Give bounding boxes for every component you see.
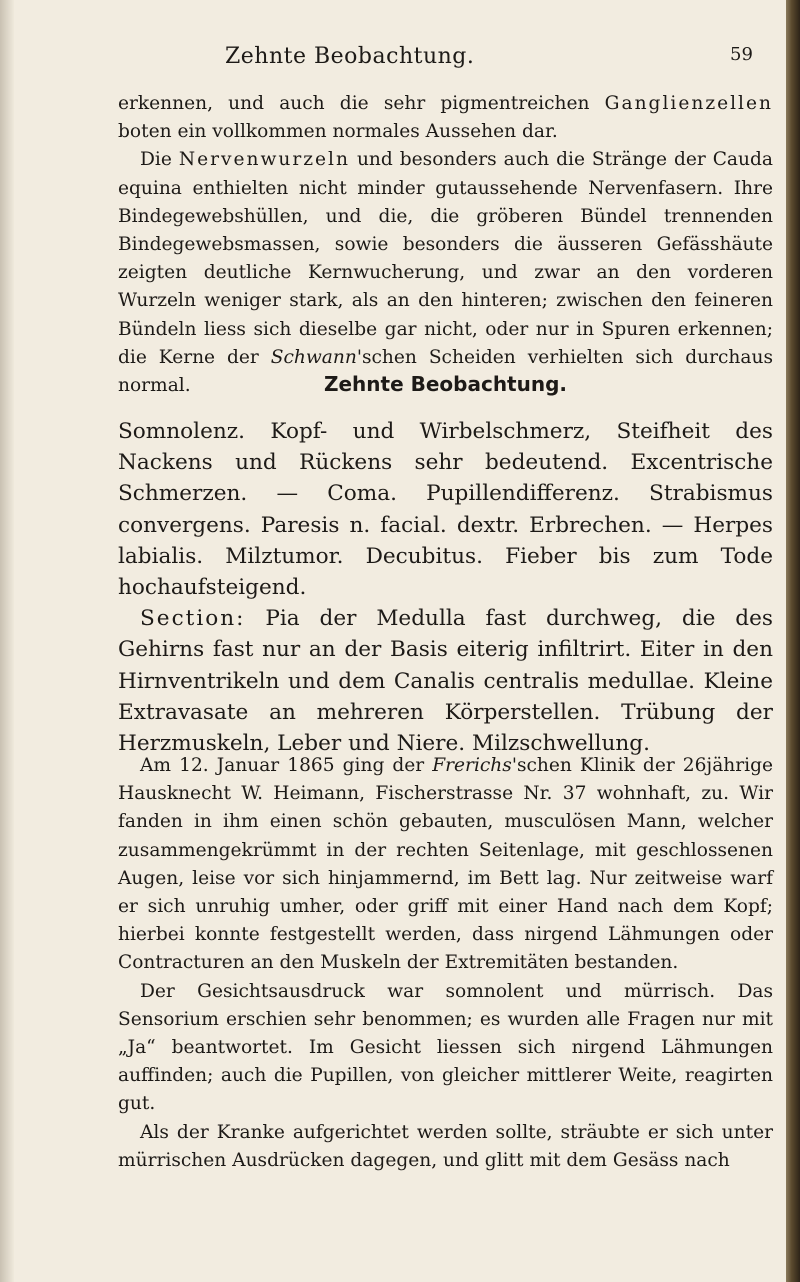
intro-paragraph-2: Die Nervenwurzeln und besonders auch die Stränge der Cauda equina enthielten nicht minder gutaussehende Nervenfasern. Ihre Bindegewebshüllen, und die, die gröberen Bündel trennenden Bindegewebsmassen, sowie besonders die äusseren Gefässhäute zeigten deutliche Kernwucherung, und zwar an den vorderen Wurzeln weniger stark, als an den hinteren; zwischen den feineren Bündeln liess sich dieselbe gar nicht, oder nur in Spuren erkennen; die Kerne der Schwann'schen Scheiden verhielten sich durchaus normal. — [118, 149, 773, 397]
section-heading: Zehnte Beobachtung. — [323, 372, 568, 396]
page-edge — [786, 0, 800, 1282]
body-paragraph-3: Als der Kranke aufgerichtet werden sollte, sträubte er sich unter mürrischen Ausdrücken dagegen, und glitt mit dem Gesäss nach — [118, 1121, 773, 1171]
case-summary — [118, 416, 773, 759]
summary-section: Section: Pia der Medulla fast durchweg, die des Gehirns fast nur an der Basis eiterig infiltrirt. Eiter in den Hirnventrikeln und dem Canalis centralis medullae. Kleine Extravasate an mehreren Körperstellen. Trübung der Herzmuskeln, Leber und Niere. Milzschwellung. — [118, 606, 773, 757]
body-paragraph-1: Am 12. Januar 1865 ging der Frerichs'schen Klinik der 26jährige Hausknecht W. Heimann, Fischerstrasse Nr. 37 wohnhaft, zu. Wir fanden in ihm einen schön gebauten, musculösen Mann, welcher zusammengekrümmt in der rechten Seitenlage, mit geschlossenen Augen, leise vor sich hinjammernd, im Bett lag. Nur zeitweise warf er sich unruhig umher, oder griff mit einer Hand nach dem Kopf; hierbei konnte festgestellt werden, dass nirgend Lähmungen oder Contracturen an den Muskeln der Extremitäten bestanden. — [118, 755, 774, 974]
intro-text — [118, 90, 773, 400]
summary-symptoms: Somnolenz. Kopf- und Wirbelschmerz, Steifheit des Nackens und Rückens sehr bedeutend. Excentrische Schmerzen. — Coma. Pupillendifferenz. Strabismus convergens. Paresis n. facial. dextr. Erbrechen. — Herpes labialis. Milztumor. Decubitus. Fieber bis zum Tode hochaufsteigend. — [118, 419, 773, 601]
intro-paragraph-1: erkennen, und auch die sehr pigmentreichen Ganglienzellen boten ein vollkommen normales Aussehen dar. — [118, 93, 773, 143]
gutter-shadow — [0, 0, 14, 1282]
page-number: 59 — [730, 44, 753, 65]
body-paragraph-2: Der Gesichtsausdruck war somnolent und mürrisch. Das Sensorium erschien sehr benommen; es wurden alle Fragen nur mit „Ja“ beantwortet. Im Gesicht liessen sich nirgend Lähmungen auffinden; auch die Pupillen, von gleicher mittlerer Weite, reagirten gut. — [118, 980, 773, 1115]
case-body — [118, 752, 773, 1175]
running-title: Zehnte Beobachtung. — [225, 44, 475, 69]
